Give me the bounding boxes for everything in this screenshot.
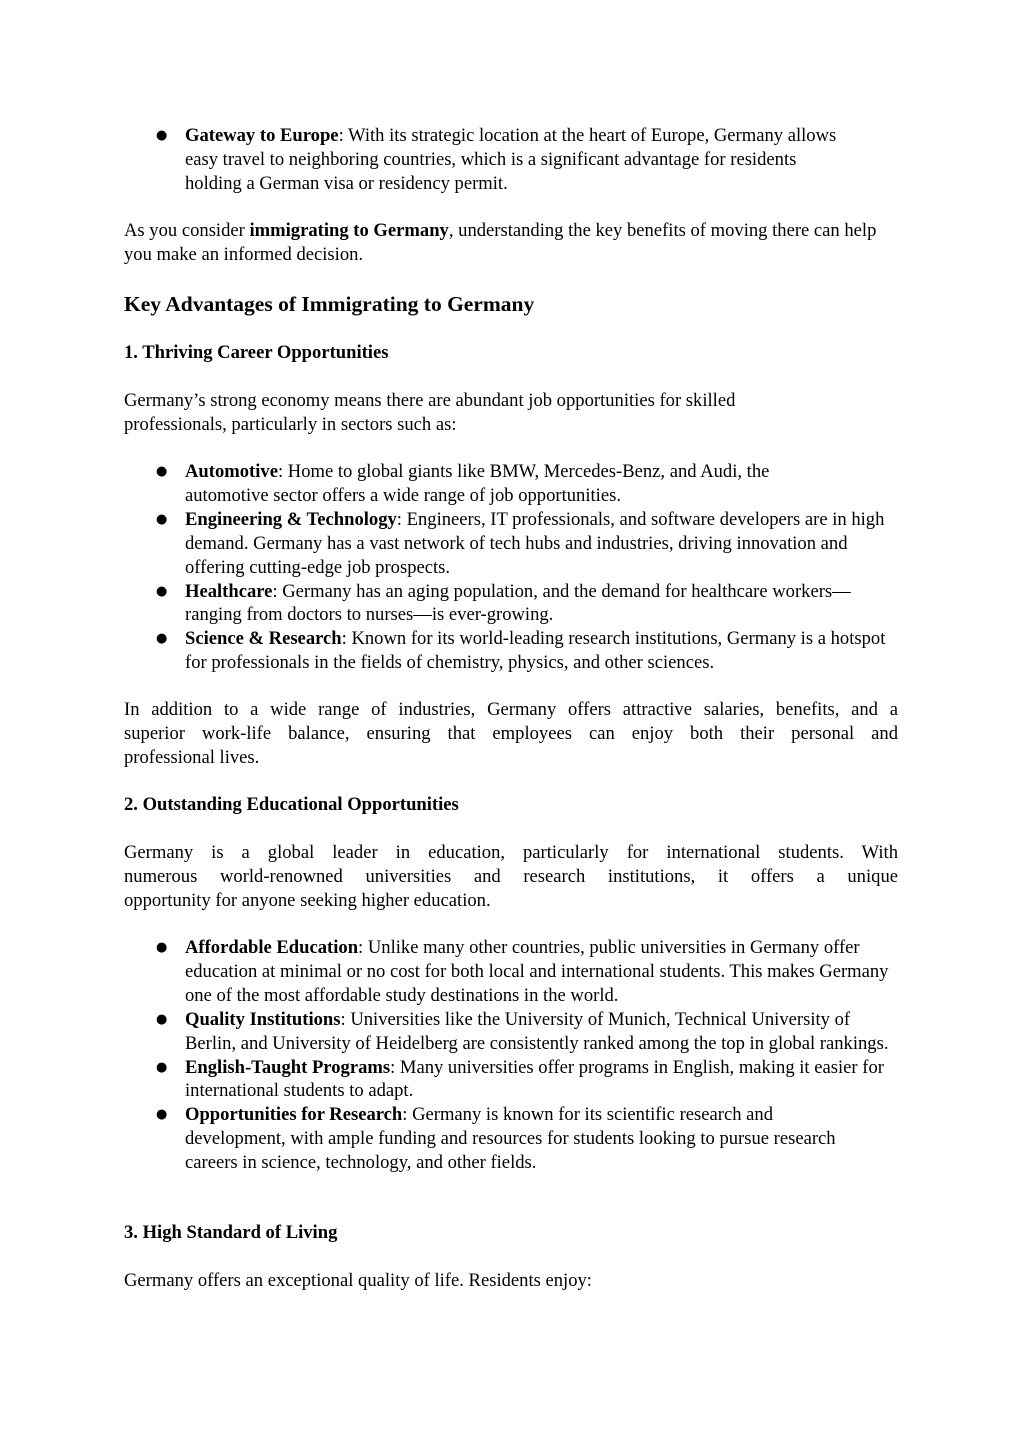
immigrating-emphasis: immigrating to Germany — [249, 220, 449, 241]
education-list — [124, 936, 898, 1175]
list-item — [124, 936, 897, 1008]
list-item-text: : Germany is known for its scientific research and development, with ample funding and resources for students looking to pursue research careers in science, technology, and other fields. — [185, 1104, 836, 1174]
list-item — [124, 1008, 897, 1056]
list-item-text: : Unlike many other countries, public universities in Germany offer education at minimal or no cost for both local and international students. This makes Germany one of the most affordable study destinations in the world. — [185, 937, 889, 1006]
section-3-title: 3. High Standard of Living — [124, 1222, 338, 1243]
list-item-text: : Many universities offer programs in English, making it easier for international students to adapt. — [185, 1056, 884, 1102]
list-item-term: English-Taught Programs — [185, 1056, 391, 1078]
list-item — [124, 627, 910, 675]
list-item-text: : Engineers, IT professionals, and software developers are in high demand. Germany has a vast network of tech hubs and industries, driving innovation and offering cutting-edge job prospects. — [185, 508, 885, 578]
bullet-icon: ● — [156, 631, 168, 647]
list-item — [124, 508, 890, 580]
list-item-term: Opportunities for Research — [185, 1104, 403, 1126]
bullet-icon: ● — [156, 464, 168, 479]
section-3-intro: Germany offers an exceptional quality of life. Residents enjoy: — [124, 1270, 592, 1291]
list-item — [124, 580, 855, 628]
section-2-title: 2. Outstanding Educational Opportunities — [124, 794, 459, 815]
list-item — [124, 1103, 865, 1175]
bullet-icon: ● — [156, 583, 168, 599]
section-1-title: 1. Thriving Career Opportunities — [124, 342, 389, 363]
list-item — [124, 124, 850, 196]
list-item-term: Engineering & Technology — [185, 508, 397, 530]
list-item — [124, 1056, 890, 1104]
intro-bullet-list — [124, 124, 898, 196]
section-1-closing: In addition to a wide range of industries, Germany offers attractive salaries, benefits, and a superior work-life balance, ensuring that employees can enjoy both their personal and professional lives. — [124, 699, 898, 768]
section-1-intro: Germany’s strong economy means there are abundant job opportunities for skilled professionals, particularly in sectors such as: — [124, 390, 736, 435]
list-item-term: Science & Research — [185, 628, 342, 650]
bullet-icon: ● — [156, 940, 168, 955]
bullet-icon: ● — [156, 511, 168, 527]
consider-paragraph: As you consider immigrating to Germany, understanding the key benefits of moving there can help you make an informed decision. — [124, 220, 877, 265]
list-item-text: : Germany has an aging population, and the demand for healthcare workers—ranging from doctors to nurses—is ever-growing. — [185, 580, 851, 626]
bullet-icon: ● — [156, 1011, 168, 1027]
list-item-text: : Universities like the University of Munich, Technical University of Berlin, and University of Heidelberg are consistently ranked among the top in global rankings. — [185, 1008, 889, 1054]
list-item-text: : With its strategic location at the heart of Europe, Germany allows easy travel to neighboring countries, which is a significant advantage for residents holding a German visa or residency permit. — [185, 125, 837, 194]
bullet-icon: ● — [156, 1059, 168, 1075]
list-item — [124, 460, 845, 508]
list-item-text: : Known for its world-leading research institutions, Germany is a hotspot for professionals in the fields of chemistry, physics, and other sciences. — [185, 628, 886, 674]
list-item-term: Automotive — [185, 461, 278, 482]
list-item-term: Healthcare — [185, 580, 273, 602]
list-item-term: Affordable Education — [185, 937, 359, 958]
bullet-icon: ● — [156, 1107, 168, 1123]
career-sector-list — [124, 460, 898, 675]
list-item-term: Gateway to Europe — [185, 125, 339, 146]
bullet-icon: ● — [156, 128, 168, 143]
section-2-intro: Germany is a global leader in education, particularly for international students. With numerous world-renowned universities and research institutions, it offers a unique opportunity for anyone seeking higher education. — [124, 842, 898, 911]
section-heading: Key Advantages of Immigrating to Germany — [124, 292, 535, 316]
list-item-term: Quality Institutions — [185, 1008, 341, 1030]
list-item-text: : Home to global giants like BMW, Mercedes-Benz, and Audi, the automotive sector offers a wide range of job opportunities. — [185, 461, 770, 506]
